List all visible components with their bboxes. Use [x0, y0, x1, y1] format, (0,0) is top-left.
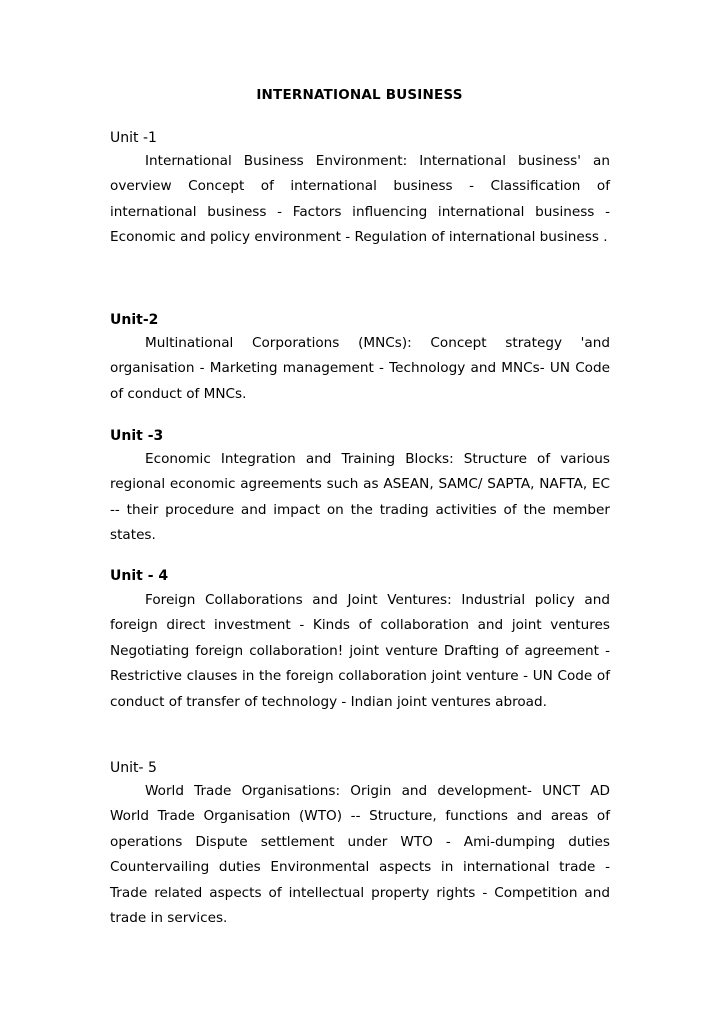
unit-3-heading: Unit -3	[110, 428, 164, 444]
unit-5-body: World Trade Organisations: Origin and development- UNCT AD World Trade Organisation (WTO) -- Structure, functions and areas of operations Dispute settlement under WTO - Ami-dumping duties Countervailing duties Environmental aspects in international trade - Trade related aspects of intellectual property rights - Competition and trade in services.	[110, 783, 610, 927]
unit-1-body: International Business Environment: International business' an overview Concept of international business - Classification of international business - Factors influencing international business - Economic and policy environment - Regulation of international business .	[110, 153, 610, 246]
page-title: INTERNATIONAL BUSINESS	[256, 87, 463, 103]
unit-2-heading: Unit-2	[110, 312, 159, 328]
unit-1-heading: Unit -1	[110, 130, 157, 146]
unit-4-heading: Unit - 4	[110, 568, 169, 584]
unit-2-body: Multinational Corporations (MNCs): Concept strategy 'and organisation - Marketing management - Technology and MNCs- UN Code of conduct of MNCs.	[110, 335, 610, 402]
unit-5-heading: Unit- 5	[110, 760, 157, 776]
unit-3-body: Economic Integration and Training Blocks: Structure of various regional economic agreements such as ASEAN, SAMC/ SAPTA, NAFTA, EC -- their procedure and impact on the trading activities of the member states.	[110, 451, 610, 544]
unit-4-body: Foreign Collaborations and Joint Ventures: Industrial policy and foreign direct investment - Kinds of collaboration and joint ventures Negotiating foreign collaboration! joint venture Drafting of agreement - Restrictive clauses in the foreign collaboration joint venture - UN Code of conduct of transfer of technology - Indian joint ventures abroad.	[110, 592, 610, 710]
